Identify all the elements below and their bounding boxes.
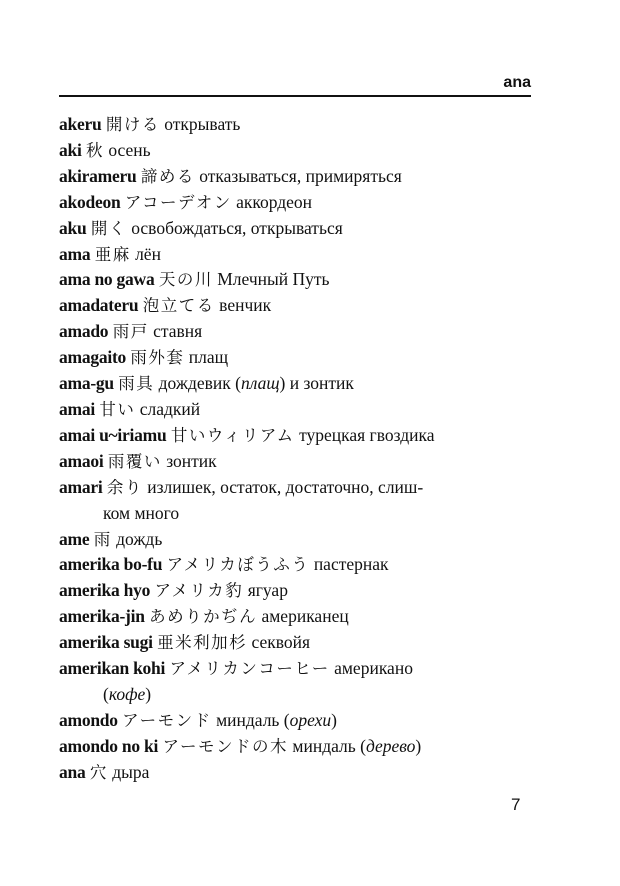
page-number: 7 (511, 795, 521, 814)
dictionary-entry (59, 138, 539, 164)
entry-continuation: ком много (103, 502, 180, 523)
entry-headword: ame (59, 528, 90, 549)
entry-japanese: 甘いウィリアム (170, 425, 295, 445)
entry-japanese: アメリカ豹 (154, 581, 244, 601)
entry-translation: осень (108, 139, 151, 160)
entry-japanese: 雨 (93, 529, 112, 549)
translation-continued: ) (331, 709, 337, 730)
entry-japanese: アーモンド (122, 710, 212, 730)
dictionary-entry (59, 345, 539, 371)
entry-japanese: 天の川 (158, 270, 213, 290)
entry-translation: дождевик (плащ) и зонтик (158, 373, 354, 394)
entry-japanese: 甘い (99, 399, 136, 419)
entry-continuation: (кофе) (103, 683, 152, 704)
header-rule (59, 95, 531, 97)
entry-translation: отказываться, примиряться (199, 165, 402, 186)
dictionary-entry (59, 449, 539, 475)
entry-japanese: 諦める (140, 166, 195, 186)
entry-translation: миндаль (орехи) (216, 709, 337, 730)
entry-japanese: アメリカぼうふう (166, 555, 310, 575)
entry-headword: ana (59, 761, 86, 782)
entry-headword: ama no gawa (59, 269, 155, 290)
dictionary-entry (59, 112, 539, 138)
dictionary-entry (59, 423, 539, 449)
usage-note: орехи (289, 709, 332, 730)
dictionary-entry (59, 552, 539, 578)
entry-translation: ставня (153, 321, 203, 342)
entry-translation: Млечный Путь (217, 269, 330, 290)
entry-japanese: 泡立てる (142, 296, 215, 316)
dictionary-entry (59, 656, 539, 708)
dictionary-entry (59, 578, 539, 604)
entry-japanese: 秋 (85, 140, 104, 160)
entry-translation: освобождаться, открываться (131, 217, 343, 238)
entry-translation: турецкая гвоздика (299, 424, 435, 445)
entry-japanese: 開ける (105, 115, 160, 134)
entry-translation: миндаль (дерево) (292, 735, 422, 756)
entry-japanese: 余り (106, 477, 143, 497)
entry-japanese: 雨具 (118, 374, 155, 394)
dictionary-entry (59, 734, 539, 760)
dictionary-entry (59, 293, 539, 319)
entry-translation: дыра (112, 761, 150, 782)
dictionary-entry (59, 475, 539, 527)
entry-translation: секвойя (251, 632, 311, 653)
dictionary-entry (59, 760, 539, 786)
entry-headword: amondo (59, 709, 118, 730)
entry-translation: лён (135, 243, 161, 264)
entry-headword: amerika hyo (59, 580, 151, 601)
usage-note: плащ (240, 373, 280, 394)
dictionary-entry (59, 216, 539, 242)
entry-japanese: 雨覆い (107, 451, 162, 471)
entry-headword: akirameru (59, 165, 137, 186)
entry-headword: amai u~iriamu (59, 424, 167, 445)
running-head-guide-word: ana (503, 74, 531, 91)
entry-japanese: あめりかぢん (149, 607, 258, 627)
dictionary-entry (59, 371, 539, 397)
translation-text: миндаль (292, 735, 356, 756)
entry-headword: amai (59, 398, 95, 419)
dictionary-entry (59, 190, 539, 216)
entry-headword: aku (59, 217, 87, 238)
entry-translation: зонтик (166, 450, 217, 471)
dictionary-entry (59, 397, 539, 423)
translation-continued: ) и зонтик (279, 373, 354, 394)
entry-translation: излишек, остаток, достаточно, слиш- (147, 476, 424, 497)
entry-headword: amondo no ki (59, 735, 159, 756)
dictionary-entry (59, 604, 539, 630)
dictionary-entry (59, 164, 539, 190)
entry-translation: сладкий (139, 398, 201, 419)
entry-translation: аккордеон (236, 191, 313, 212)
entry-japanese: アコーデオン (124, 192, 232, 212)
entry-translation: дождь (116, 528, 163, 549)
entry-translation: пастернак (313, 554, 389, 575)
entry-headword: amadateru (59, 295, 139, 316)
entry-translation: ягуар (247, 580, 288, 601)
entry-japanese: 開く (90, 218, 127, 238)
dictionary-entry (59, 319, 539, 345)
entry-headword: amerika-jin (59, 606, 145, 627)
entry-translation: американо (334, 658, 413, 679)
dictionary-entry (59, 527, 539, 553)
dictionary-entry (59, 630, 539, 656)
usage-note: дерево (365, 735, 416, 756)
entry-japanese: 亜米利加杉 (157, 633, 248, 653)
dictionary-entry (59, 708, 539, 734)
entry-japanese: アーモンドの木 (162, 736, 289, 756)
translation-text: миндаль (216, 709, 280, 730)
entry-headword: amado (59, 321, 109, 342)
dictionary-entries (59, 112, 539, 786)
entry-headword: akodeon (59, 191, 121, 212)
entry-japanese: 雨戸 (112, 322, 149, 342)
dictionary-entry (59, 267, 539, 293)
entry-translation: американец (261, 606, 349, 627)
entry-headword: ama-gu (59, 373, 114, 394)
entry-japanese: アメリカンコーヒー (169, 659, 330, 679)
translation-continued: ) (415, 735, 422, 756)
entry-headword: aki (59, 139, 82, 160)
usage-note: кофе (108, 683, 146, 704)
entry-headword: amari (59, 476, 103, 497)
entry-translation: открывать (164, 114, 241, 134)
entry-headword: amerika sugi (59, 632, 153, 653)
entry-japanese: 亜麻 (94, 244, 131, 264)
entry-headword: amerika bo-fu (59, 554, 163, 575)
entry-headword: amerikan kohi (59, 658, 166, 679)
translation-text: дождевик (158, 373, 231, 394)
entry-headword: amaoi (59, 450, 104, 471)
entry-headword: amagaito (59, 347, 127, 368)
entry-headword: akeru (59, 114, 102, 134)
entry-translation: венчик (219, 295, 272, 316)
entry-translation: плащ (188, 347, 229, 368)
dictionary-entry (59, 242, 539, 268)
entry-japanese: 穴 (89, 762, 108, 782)
entry-headword: ama (59, 243, 91, 264)
entry-japanese: 雨外套 (130, 348, 185, 368)
